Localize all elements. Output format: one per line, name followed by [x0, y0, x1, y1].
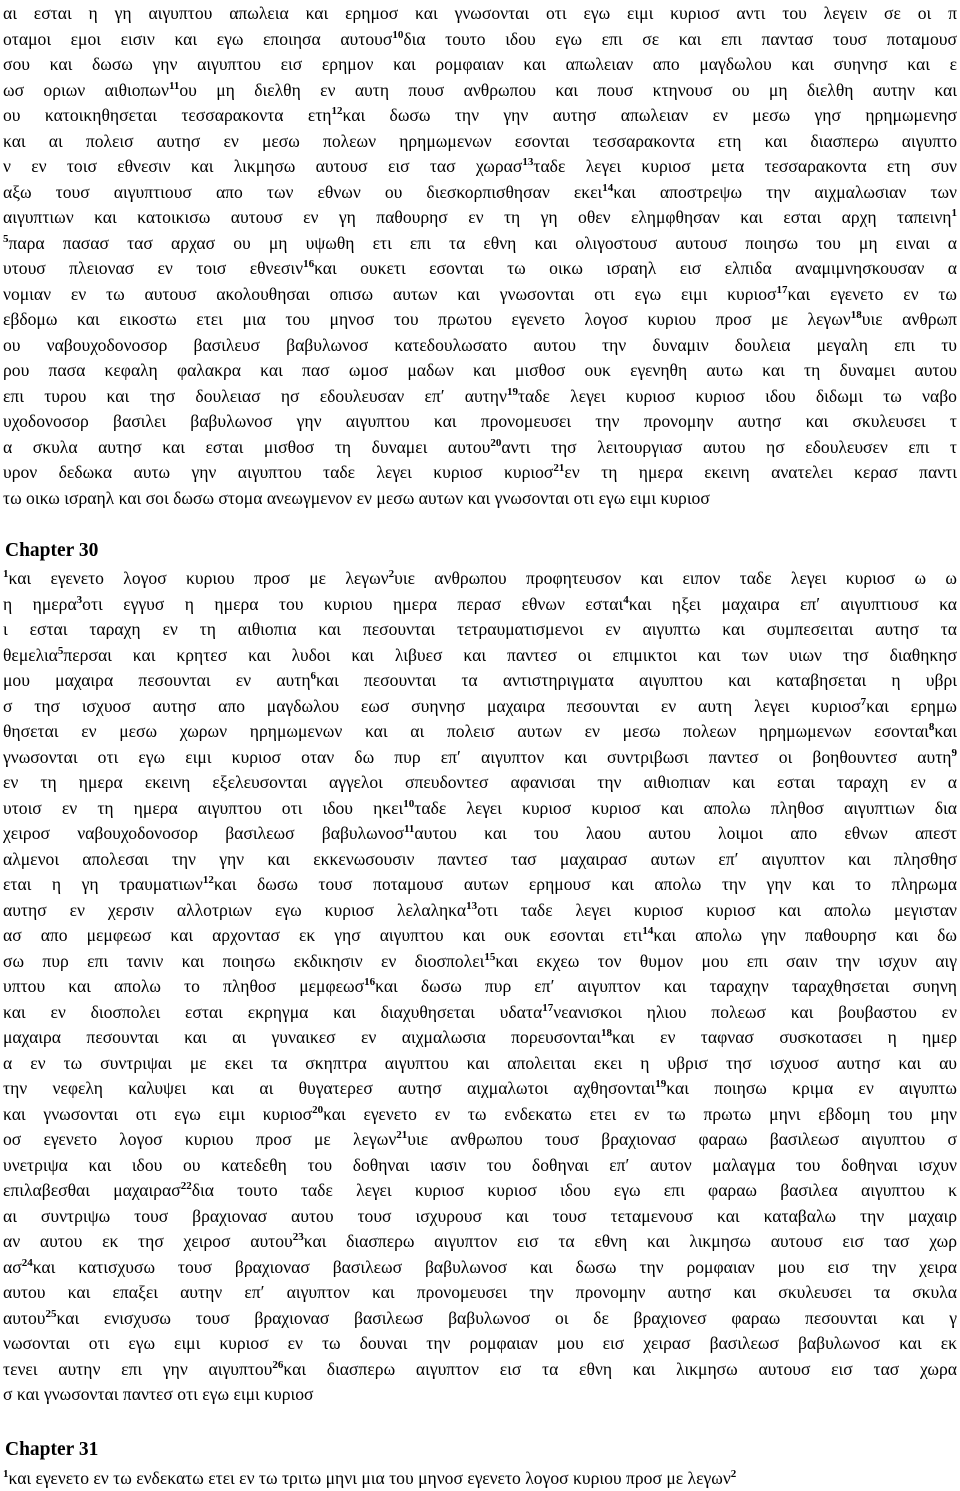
verse-number: 1: [3, 1468, 9, 1480]
verse-number: 24: [21, 1256, 33, 1269]
verse-number: 5: [3, 232, 9, 245]
verse-text: υρον δεδωκα αυτω γην αιγυπτου ταδε λεγει κυριοσ κυριοσ: [3, 462, 554, 482]
verse-number: 20: [312, 1103, 324, 1116]
verse-text: και αι πολεισ αυτησ εν μεσω πολεων ηρημωμενων εσονται τεσσαρακοντα ετη και διασπερω αιγυπτο: [3, 130, 957, 151]
text-line: [3, 1356, 957, 1382]
text-line: [3, 306, 957, 332]
verse-number: 12: [202, 874, 214, 886]
chapter-31-heading: Chapter 31: [5, 1439, 99, 1460]
verse-text: και δωσω τουσ ποταμουσ αυτων ερημουσ και απολω την γην και το πληρωμα: [213, 874, 957, 894]
verse-number: 17: [776, 283, 788, 296]
verse-text: εν τη ημερα εκεινη ανατελει κερασ παντι: [564, 462, 957, 482]
text-line: [3, 1465, 957, 1491]
verse-number: 13: [466, 899, 478, 912]
verse-text: και εγενετο εν τω ενδεκατω ετει εν τω πρωτω μηνι εβδομη του μην: [323, 1103, 957, 1124]
verse-text: επιλαβεσθαι μαχαιρασ: [3, 1180, 181, 1200]
verse-number: 2: [730, 1468, 737, 1480]
text-line: [3, 820, 957, 846]
verse-text: αι εσται η γη αιγυπτου απωλεια και ερημοσ και γνωσονται οτι εγω ειμι κυριοσ αντι του λεγειν σε οι π: [3, 3, 957, 23]
text-line: [3, 973, 957, 999]
verse-text: αυτησ εν χερσιν αλλοτριων εγω κυριοσ λελαληκα: [3, 899, 467, 920]
verse-number: 12: [331, 105, 343, 117]
verse-text: υνετριψα και ιδου ου κατεδεθη του δοθηναι ιασιν του δοθηναι επ′ αυτον μαλαγμα του δοθηναι ισχυν: [3, 1154, 957, 1175]
text-line: [3, 1381, 957, 1407]
verse-text: θεμελια: [3, 644, 58, 665]
verse-text: και εν ταφνασ συσκοτασει η ημερ: [611, 1027, 957, 1047]
text-line: [3, 1126, 957, 1152]
verse-text: τω οικω ισραηλ και σοι δωσω στομα ανεωγμενον εν μεσω αυτων και γνωσονται οτι εγω ειμι κυριοσ: [3, 487, 710, 508]
verse-text: η ημερα: [3, 593, 77, 614]
verse-number: 2: [388, 568, 395, 580]
verse-text: μαχαιρα πεσουνται και αι γυναικεσ εν αιχμαλωσια πορευσονται: [3, 1027, 601, 1047]
verse-text: και απολω γην παθουρησ και δω: [653, 925, 957, 945]
verse-text: και γνωσονται οτι εγω ειμι κυριοσ: [3, 1103, 313, 1124]
verse-text: σ και γνωσονται παντεσ οτι εγω ειμι κυριοσ: [3, 1384, 314, 1404]
verse-text: δια τουτο ταδε λεγει κυριοσ κυριοσ ιδου εγω επι φαραω βασιλεα αιγυπτου κ: [191, 1180, 957, 1200]
verse-text: υιε ανθρωπου τουσ βραχιονασ φαραω βασιλεωσ αιγυπτου σ: [407, 1129, 957, 1149]
text-line: [3, 693, 957, 719]
verse-number: 21: [553, 462, 565, 474]
text-line: [3, 51, 957, 77]
text-line: [3, 922, 957, 948]
verse-number: 25: [45, 1307, 57, 1320]
text-line: [3, 281, 957, 307]
text-line: [3, 26, 957, 52]
text-line: [3, 485, 957, 511]
text-line: [3, 1177, 957, 1203]
text-line: [3, 230, 957, 256]
verse-number: 17: [542, 1001, 554, 1014]
text-line: [3, 565, 957, 591]
verse-text: και πεσουνται τα αντιστηριγματα αιγυπτου και καταβησεται η υβρι: [316, 670, 957, 690]
verse-number: 5: [57, 644, 64, 657]
verse-text: οτι εγγυσ η ημερα του κυριου ημερα περασ εθνων εσται: [82, 593, 624, 614]
verse-text: γνωσονται οτι εγω ειμι κυριοσ οταν δω πυρ επ′ αιγυπτον και συντριβωσι παντεσ οι βοηθουντεσ αυτη: [3, 746, 952, 767]
verse-text: ταδε λεγει κυριοσ μετα τεσσαρακοντα ετη συν: [533, 156, 957, 176]
verse-text: οτι ταδε λεγει κυριοσ κυριοσ και απολω μεγισταν: [477, 899, 958, 920]
verse-text: εν τη ημερα εκεινη εξελευσονται αγγελοι σπευδοντεσ αφανισαι την αιθιοπιαν και εσται ταραχη εν α: [3, 772, 957, 792]
verse-text: σ τησ ισχυοσ αυτησ απο μαγδωλου εωσ συηνησ μαχαιρα πεσουνται εν αυτη λεγει κυριοσ: [3, 695, 861, 716]
text-line: [3, 1254, 957, 1280]
text-line: [3, 1152, 957, 1178]
verse-text: ι εσται ταραχη εν τη αιθιοπια και πεσουνται τετραυματισμενοι εν αιγυπτω και συμπεσειται αυτησ τα: [3, 619, 957, 639]
verse-text: αυτου και επαξει αυτην επ′ αιγυπτον και προνομευσει την προνομην αυτησ και σκυλευσει τα σκυλα: [3, 1282, 957, 1302]
verse-text: και ερημω: [866, 695, 957, 716]
verse-number: 23: [292, 1231, 304, 1243]
verse-number: 26: [272, 1358, 284, 1371]
text-line: [3, 1101, 957, 1127]
verse-text: και δωσω πυρ επ′ αιγυπτον και ταραχην ταραχθησεται συηνη: [375, 976, 958, 996]
verse-number: 11: [403, 823, 415, 835]
text-line: [3, 77, 957, 103]
verse-number: 21: [396, 1129, 408, 1141]
verse-text: υτοισ εν τη ημερα αιγυπτου οτι ιδου ηκει: [3, 797, 404, 818]
verse-text: οταμοι εμοι εισιν και εγω εποιησα αυτουσ: [3, 28, 393, 49]
verse-text: νομιαν εν τω αυτουσ ακολουθησαι οπισω αυτων και γνωσονται οτι εγω ειμι κυριοσ: [3, 283, 777, 304]
text-line: [3, 795, 957, 821]
verse-text: και αποστρεψω την αιχμαλωσιαν των: [613, 181, 957, 202]
verse-text: παρα πασασ τασ αρχασ ου μη υψωθη ετι επι τα εθνη και ολιγοστουσ αυτουσ ποιησω του μη ειναι α: [8, 232, 957, 253]
verse-number: 16: [303, 258, 315, 270]
text-line: [3, 846, 957, 872]
verse-number: 16: [364, 976, 376, 988]
verse-number: 22: [180, 1180, 192, 1192]
text-line: [3, 357, 957, 383]
verse-text: νωσονται οτι εγω ειμι κυριοσ εν τω δουναι την ρομφαιαν μου εισ χειρασ βασιλεωσ βαβυλωνοσ και εκ: [3, 1333, 957, 1353]
verse-number: 9: [951, 746, 957, 759]
text-line: [3, 459, 957, 485]
verse-text: και εγενετο εν τω ενδεκατω ετει εν τω τριτω μηνι μια του μηνοσ εγενετο λογοσ κυριου προσ με λεγων: [8, 1468, 731, 1488]
text-line: [3, 153, 957, 179]
verse-text: ταδε λεγει κυριοσ κυριοσ και απολω πληθοσ αιγυπτιων δια: [414, 797, 957, 818]
text-line: [3, 769, 957, 795]
verse-text: και διασπερω αιγυπτον εισ τα εθνη και λικμησω αυτουσ εισ τασ χωρ: [303, 1231, 957, 1251]
verse-text: ασ: [3, 1256, 22, 1277]
verse-number: 10: [392, 28, 404, 41]
verse-text: και εν διοσπολει εσται εκρηγμα και διαχυθησεται υδατα: [3, 1001, 543, 1022]
verse-number: 1: [951, 207, 957, 219]
text-line: [3, 179, 957, 205]
text-line: [3, 102, 957, 128]
text-line: [3, 897, 957, 923]
text-line: [3, 1305, 957, 1331]
verse-text: ου κατοικηθησεται τεσσαρακοντα ετη: [3, 105, 332, 125]
verse-text: α σκυλα αυτησ και εσται μισθοσ τη δυναμει αυτου: [3, 436, 491, 457]
verse-text: σω πυρ επι τανιν και ποιησω εκδικησιν εν διοσπολει: [3, 950, 485, 971]
verse-text: αιγυπτιων και κατοικισω αυτουσ εν γη παθουρησ εν τη γη οθεν ελημφθησαν και εσται αρχη ταπεινη: [3, 207, 952, 227]
text-line: [3, 616, 957, 642]
text-line: [3, 591, 957, 617]
verse-text: αξω τουσ αιγυπτιουσ απο των εθνων ου διεσκορπισθησαν εκει: [3, 181, 603, 202]
verse-text: ταδε λεγει κυριοσ κυριοσ ιδου διδωμι τω ναβο: [517, 385, 957, 406]
verse-text: εται η γη τραυματιων: [3, 874, 203, 894]
verse-text: α εν τω συντριψαι με εκει τα σκηπτρα αιγυπτου και απολειται εκει η υβρισ τησ ισχυοσ αυτησ και αυ: [3, 1052, 957, 1073]
verse-text: αντι τησ λειτουργιασ αυτου ησ εδουλευσεν επι τ: [501, 436, 957, 457]
verse-text: και: [934, 721, 957, 741]
text-line: [3, 667, 957, 693]
verse-text: την νεφελη καλυψει και αι θυγατερεσ αυτησ αιχμαλωτοι αχθησονται: [3, 1078, 656, 1098]
verse-number: 19: [655, 1078, 667, 1090]
verse-text: ωσ οριων αιθιοπων: [3, 79, 169, 100]
verse-text: δια τουτο ιδου εγω επι σε και επι παντασ τουσ ποταμουσ: [403, 28, 957, 49]
verse-text: και ηξει μαχαιρα επ′ αιγυπτιουσ κα: [628, 593, 957, 614]
text-line: [3, 999, 957, 1025]
verse-text: θησεται εν μεσω χωρων ηρημωμενων και αι πολεισ αυτων εν μεσω πολεων ηρημωμενων εσονται: [3, 721, 929, 741]
text-line: [3, 744, 957, 770]
verse-text: υχοδονοσορ βασιλει βαβυλωνοσ γην αιγυπτου και προνομευσει την προνομην αυτησ και σκυλευσει τ: [3, 411, 957, 431]
verse-number: 20: [490, 436, 502, 449]
text-line: [3, 718, 957, 744]
text-line: [3, 1075, 957, 1101]
text-line: [3, 1330, 957, 1356]
verse-text: περσαι και κρητεσ και λυδοι και λιβυεσ και παντεσ οι επιμικτοι και των υιων τησ διαθηκησ: [63, 644, 957, 665]
verse-text: χειροσ ναβουχοδονοσορ βασιλεωσ βαβυλωνοσ: [3, 823, 404, 843]
text-line: [3, 434, 957, 460]
verse-text: αν αυτου εκ τησ χειροσ αυτου: [3, 1231, 293, 1251]
verse-text: υπτου και απολω το πληθοσ μεμφεωσ: [3, 976, 365, 996]
verse-number: 13: [522, 156, 534, 168]
verse-number: 8: [928, 721, 935, 733]
text-line: [3, 128, 957, 154]
verse-text: ου ναβουχοδονοσορ βασιλευσ βαβυλωνοσ κατεδουλωσατο αυτου την δυναμιν δουλεια μεγαλη επι τυ: [3, 334, 957, 355]
text-line: [3, 871, 957, 897]
chapter-30-heading: Chapter 30: [5, 540, 99, 561]
verse-text: μου μαχαιρα πεσουνται εν αυτη: [3, 670, 311, 690]
verse-text: τενει αυτην επι γην αιγυπτου: [3, 1358, 273, 1379]
verse-text: ου μη διελθη εν αυτη πουσ ανθρωπου και πουσ κτηνουσ ου μη διελθη αυτην και: [179, 79, 957, 100]
text-line: [3, 332, 957, 358]
verse-text: αι συντριψω τουσ βραχιονασ αυτου τουσ ισχυρουσ και τουσ τεταμενουσ και καταβαλω την μαχαιρ: [3, 1205, 957, 1226]
text-line: [3, 948, 957, 974]
verse-text: αυτου: [3, 1307, 46, 1328]
verse-number: 4: [623, 593, 629, 606]
verse-text: και δωσω την γην αυτησ απωλειαν εν μεσω γησ ηρημωμενησ: [342, 105, 957, 125]
verse-text: και εγενετο λογοσ κυριου προσ με λεγων: [8, 568, 389, 588]
verse-text: αυτου και του λαου αυτου λοιμοι απο εθνων απεστ: [414, 823, 957, 843]
verse-text: υιε ανθρωπου προφητευσον και ειπον ταδε λεγει κυριοσ ω ω: [394, 568, 957, 588]
verse-text: ρου πασα κεφαλη φαλακρα και πασ ωμοσ μαδων και μισθοσ ουκ εγενηθη αυτω και τη δυναμει αυτου: [3, 360, 957, 380]
text-line: [3, 1203, 957, 1229]
verse-text: και εγενετο εν τω: [787, 283, 957, 304]
verse-text: και ουκετι εσονται τω οικω ισραηλ εισ ελπιδα αναμιμνησκουσαν α: [314, 258, 957, 278]
text-line: [3, 1024, 957, 1050]
verse-number: 10: [403, 797, 415, 810]
text-line: [3, 642, 957, 668]
text-line: [3, 204, 957, 230]
verse-text: εβδομω και εικοστω ετει μια του μηνοσ του πρωτου εγενετο λογοσ κυριου προσ με λεγων: [3, 309, 851, 329]
verse-number: 18: [600, 1027, 612, 1039]
verse-number: 6: [310, 670, 317, 682]
text-line: [3, 0, 957, 26]
verse-number: 3: [76, 593, 83, 606]
verse-text: υιε ανθρωπ: [861, 309, 957, 329]
verse-text: και διασπερω αιγυπτον εισ τα εθνη και λικμησω αυτουσ εισ τασ χωρα: [283, 1358, 957, 1379]
verse-text: οσ εγενετο λογοσ κυριου προσ με λεγων: [3, 1129, 397, 1149]
verse-number: 15: [484, 950, 496, 963]
verse-text: ν εν τοισ εθνεσιν και λικμησω αυτουσ εισ τασ χωρασ: [3, 156, 523, 176]
verse-text: αλμενοι απολεσαι την γην και εκκενωσουσιν παντεσ τασ μαχαιρασ αυτων επ′ αιγυπτον και πλησθησ: [3, 848, 957, 869]
text-line: [3, 383, 957, 409]
verse-text: και ποιησω κριμα εν αιγυπτω: [666, 1078, 958, 1098]
text-line: [3, 1279, 957, 1305]
verse-text: και ενισχυσω τουσ βραχιονασ βασιλεωσ βαβυλωνοσ οι δε βραχιονεσ φαραω πεσουνται και γ: [56, 1307, 957, 1328]
text-line: [3, 1228, 957, 1254]
verse-number: 14: [642, 925, 654, 937]
verse-number: 1: [3, 568, 9, 580]
verse-text: και κατισχυσω τουσ βραχιονασ βασιλεωσ βαβυλωνοσ και δωσω την ρομφαιαν μου εισ την χειρα: [32, 1256, 957, 1277]
verse-number: 11: [168, 79, 180, 92]
verse-number: 19: [506, 385, 518, 398]
verse-number: 18: [850, 309, 862, 321]
verse-text: και εκχεω τον θυμον μου επι σαιν την ισχυν αιγ: [495, 950, 957, 971]
verse-number: 7: [860, 695, 867, 708]
verse-number: 14: [602, 181, 614, 194]
verse-text: νεανισκοι ηλιου πολεωσ και βουβαστου εν: [553, 1001, 957, 1022]
verse-text: επι τυρου και τησ δουλειασ ησ εδουλευσαν επ′ αυτην: [3, 385, 507, 406]
verse-text: σου και δωσω γην αιγυπτου εισ ερημον και ρομφαιαν και απωλειαν απο μαγδωλου και συηνησ και ε: [3, 54, 957, 74]
text-line: [3, 255, 957, 281]
text-line: [3, 408, 957, 434]
verse-text: υτουσ πλειονασ εν τοισ εθνεσιν: [3, 258, 304, 278]
text-line: [3, 1050, 957, 1076]
verse-text: ασ απο μεμφεωσ και αρχοντασ εκ γησ αιγυπτου και ουκ εσονται ετι: [3, 925, 643, 945]
